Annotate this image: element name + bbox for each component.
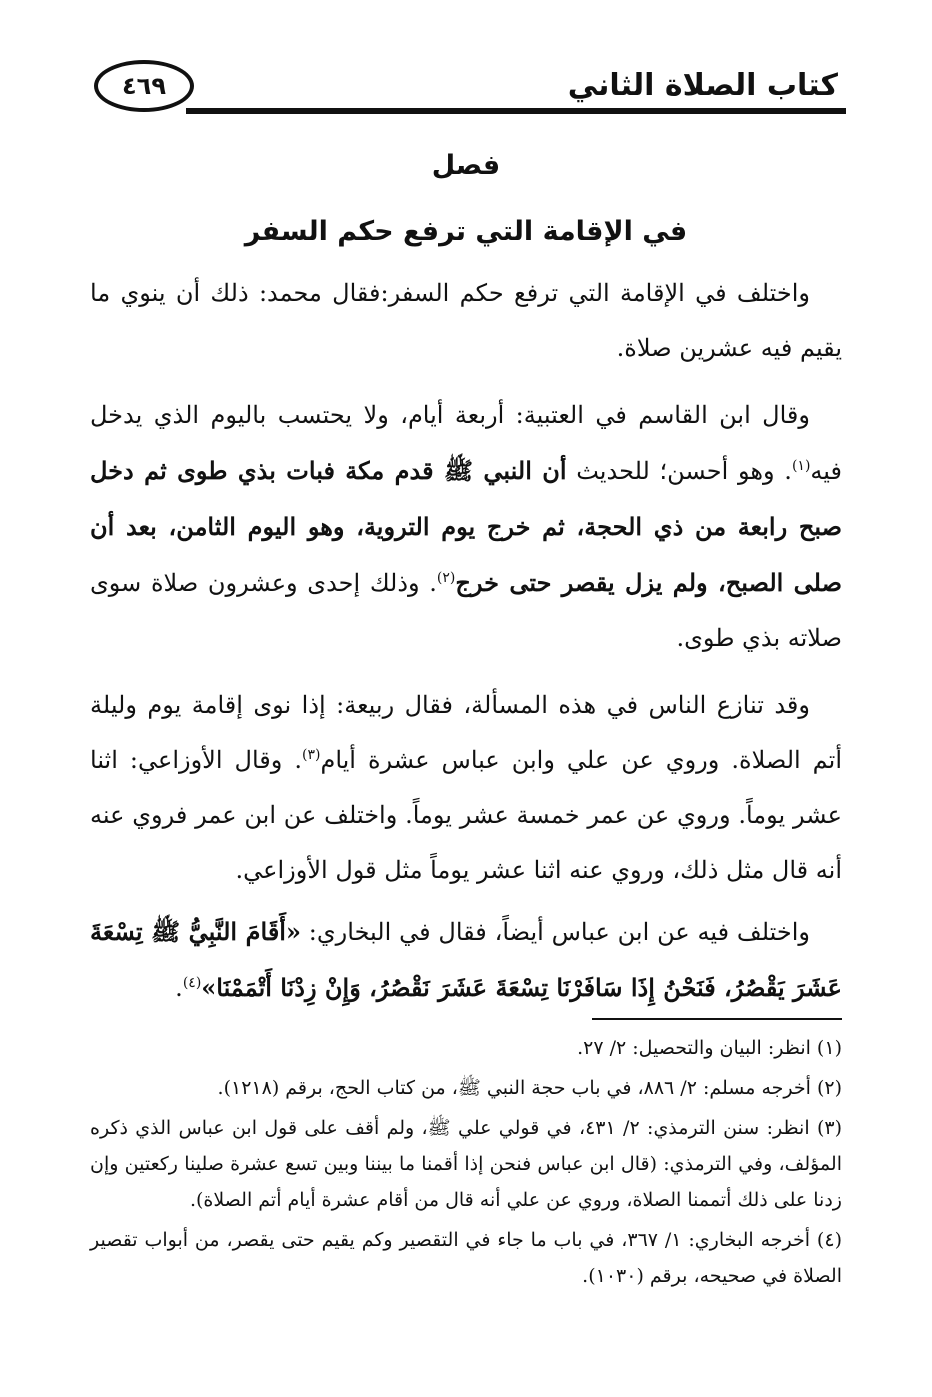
paragraph-3 xyxy=(90,678,842,898)
footnote-2: (٢) أخرجه مسلم: ٢/ ٨٨٦، في باب حجة النبي ﷺ، من كتاب الحج، برقم (١٢١٨). xyxy=(217,1077,842,1099)
book-title: كتاب الصلاة الثاني xyxy=(567,68,838,103)
paragraph-text: واختلف فيه عن ابن عباس أيضاً، فقال في البخاري: xyxy=(300,918,811,946)
section-title: في الإقامة التي ترفع حكم السفر xyxy=(244,216,688,247)
paragraph-text: . xyxy=(175,974,183,1002)
footnote-3: (٣) انظر: سنن الترمذي: ٢/ ٤٣١، في قولي علي ﷺ، ولم أقف على قول ابن عباس الذي ذكره المؤلف، وفي الترمذي: (قال ابن عباس فنحن إذا أقمنا ما بيننا وبين تسع عشرة صلينا ركعتين وإن زدنا على ذلك أتممنا الصلاة، وروي عن علي أنه قال من أقام عشرة أيام أتم الصلاة). xyxy=(90,1117,843,1211)
paragraph-2 xyxy=(90,388,842,666)
section-label: فصل xyxy=(431,150,501,181)
page-number: ٤٦٩ xyxy=(122,72,166,100)
hadith-quote: «أَقَامَ النَّبِيُّ ﷺ تِسْعَةَ عَشَرَ يَقْصُرُ، فَنَحْنُ إِذَا سَافَرْنَا تِسْعَةَ عَشَرَ نَقْصُرُ، وَإِنْ زِدْنَا أَتْمَمْنَا» xyxy=(90,917,842,1002)
paragraph-text: وقال ابن القاسم في العتبية: أربعة أيام، ولا يحتسب باليوم الذي يدخل فيه xyxy=(90,401,842,485)
footnote-1: (١) انظر: البيان والتحصيل: ٢/ ٢٧. xyxy=(577,1037,842,1059)
footnote-4: (٤) أخرجه البخاري: ١/ ٣٦٧، في باب ما جاء في التقصير وكم يقيم حتى يقصر، من أبواب تقصير الصلاة في صحيحه، برقم (١٠٣٠). xyxy=(90,1229,842,1287)
paragraph-text: وقد تنازع الناس في هذه المسألة، فقال ربيعة: إذا نوى إقامة يوم وليلة أتم الصلاة. وروي عن علي وابن عباس عشرة أيام xyxy=(90,691,843,774)
paragraph-text: . وقال الأوزاعي: اثنا عشر يوماً. وروي عن عمر خمسة عشر يوماً. واختلف عن ابن عمر فروي عنه أنه قال مثل ذلك، وروي عنه اثنا عشر يوماً مثل قول الأوزاعي. xyxy=(90,746,842,884)
footnotes xyxy=(90,1030,842,1298)
paragraph-text: واختلف في الإقامة التي ترفع حكم السفر:فقال محمد: ذلك أن ينوي ما يقيم فيه عشرين صلاة. xyxy=(90,279,842,362)
footnote-ref-3[interactable]: (٣) xyxy=(301,747,321,763)
paragraph-text: . وهو أحسن؛ للحديث xyxy=(566,457,792,485)
running-header xyxy=(86,56,846,126)
main-text xyxy=(90,266,842,1028)
paragraph-4 xyxy=(90,904,842,1016)
header-rule xyxy=(186,108,846,114)
footnote-ref-1[interactable]: (١) xyxy=(791,458,811,474)
hadith-text: أن النبي ﷺ قدم مكة فبات بذي طوى ثم دخل صبح رابعة من ذي الحجة، ثم خرج يوم التروية، وهو اليوم الثامن، بعد أن صلى الصبح، ولم يزل يقصر حتى خرج xyxy=(90,456,842,597)
paragraph-1 xyxy=(90,266,842,376)
footnote-ref-4[interactable]: (٤) xyxy=(182,975,202,991)
page-number-badge xyxy=(94,60,194,112)
paragraph-text: . وذلك إحدى وعشرون صلاة سوى صلاته بذي طوى. xyxy=(90,569,842,652)
footnote-divider xyxy=(592,1018,842,1020)
footnote-ref-2[interactable]: (٢) xyxy=(436,570,456,586)
